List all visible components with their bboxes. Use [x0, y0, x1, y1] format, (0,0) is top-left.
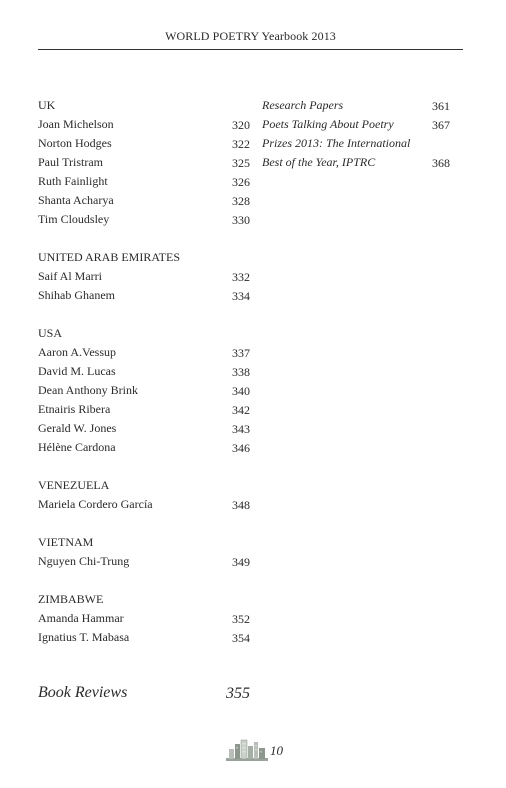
toc-entry-name: Aaron A.Vessup: [38, 345, 116, 359]
toc-entry-page: 340: [232, 384, 250, 398]
toc-entry-name: Etnairis Ribera: [38, 402, 111, 416]
toc-entry-name: Hélène Cardona: [38, 440, 116, 454]
toc-section: [38, 96, 250, 229]
toc-entry-name: Gerald W. Jones: [38, 421, 117, 435]
toc-section: [38, 248, 250, 305]
toc-entry-page: 367: [432, 118, 450, 132]
page-footer: [226, 738, 296, 762]
toc-entry-name: Poets Talking About Poetry: [262, 117, 394, 131]
toc-entry-page: 343: [232, 422, 250, 436]
section-heading: USA: [38, 326, 63, 340]
toc-entry: [38, 381, 250, 400]
toc-entry: [38, 438, 250, 457]
toc-entry: [38, 400, 250, 419]
toc-entry-page: 325: [232, 156, 250, 170]
toc-entry-page: 348: [232, 498, 250, 512]
toc-section: [38, 590, 250, 647]
toc-entry-name: Mariela Cordero García: [38, 497, 153, 511]
toc-entry: [38, 210, 250, 229]
toc-entry: [262, 153, 450, 172]
toc-entry-name: Joan Michelson: [38, 117, 114, 131]
page-number: 10: [270, 743, 283, 758]
toc-entry-page: 352: [232, 612, 250, 626]
toc-entry-page: 338: [232, 365, 250, 379]
section-heading: UNITED ARAB EMIRATES: [38, 250, 181, 264]
toc-entry-name: Research Papers: [262, 98, 344, 112]
toc-entry-page: 342: [232, 403, 250, 417]
toc-entry: [38, 495, 250, 514]
toc-entry: [38, 134, 250, 153]
toc-entry-name: Book Reviews: [38, 684, 128, 701]
toc-entry-name: David M. Lucas: [38, 364, 116, 378]
section-heading: ZIMBABWE: [38, 592, 104, 606]
toc-entry-name: Nguyen Chi-Trung: [38, 554, 130, 568]
header-title: WORLD POETRY Yearbook 2013: [165, 29, 336, 43]
toc-entry-name: Norton Hodges: [38, 136, 112, 150]
toc-entry: [38, 115, 250, 134]
toc-entry-name: Paul Tristram: [38, 155, 104, 169]
toc-entry-page: 320: [232, 118, 250, 132]
book-reviews-entry: [38, 683, 250, 702]
toc-entry: [38, 362, 250, 381]
toc-entry: [38, 343, 250, 362]
toc-entry-name: Prizes 2013: The International: [262, 136, 411, 150]
toc-entry-page: 334: [232, 289, 250, 303]
toc-entry-page: 322: [232, 137, 250, 151]
section-heading: VIETNAM: [38, 535, 94, 549]
toc-entry: [38, 172, 250, 191]
toc-entry: [38, 609, 250, 628]
toc-entry: [262, 115, 450, 134]
header-rule: [38, 49, 463, 50]
toc-entry: [38, 153, 250, 172]
toc-entry-name: Amanda Hammar: [38, 611, 124, 625]
toc-entry-name: Shihab Ghanem: [38, 288, 115, 302]
toc-entry: [262, 134, 450, 153]
toc-entry: [38, 267, 250, 286]
toc-left-column: [38, 96, 250, 666]
toc-entry-page: 349: [232, 555, 250, 569]
section-heading: VENEZUELA: [38, 478, 110, 492]
toc-entry: [262, 96, 450, 115]
toc-entry-page: 355: [226, 685, 250, 702]
toc-entry-name: Saif Al Marri: [38, 269, 102, 283]
toc-entry-page: 326: [232, 175, 250, 189]
toc-section: [38, 533, 250, 571]
toc-entry: [38, 552, 250, 571]
toc-entry: [38, 628, 250, 647]
toc-entry-page: 330: [232, 213, 250, 227]
toc-entry-page: 332: [232, 270, 250, 284]
toc-entry-page: 346: [232, 441, 250, 455]
toc-entry-name: Tim Cloudsley: [38, 212, 110, 226]
toc-entry-name: Ignatius T. Mabasa: [38, 630, 130, 644]
toc-entry: [38, 191, 250, 210]
toc-section: [38, 476, 250, 514]
toc-entry-page: 337: [232, 346, 250, 360]
city-skyline-icon: [226, 738, 268, 762]
toc-entry-page: 328: [232, 194, 250, 208]
toc-entry-name: Dean Anthony Brink: [38, 383, 138, 397]
toc-entry: [38, 419, 250, 438]
toc-entry-page: 368: [432, 156, 450, 170]
toc-right-column: [262, 96, 450, 172]
toc-entry: [38, 286, 250, 305]
toc-entry-name: Shanta Acharya: [38, 193, 114, 207]
toc-entry-name: Best of the Year, IPTRC: [262, 155, 376, 169]
section-heading: UK: [38, 98, 56, 112]
toc-entry-name: Ruth Fainlight: [38, 174, 108, 188]
toc-entry-page: 361: [432, 99, 450, 113]
toc-entry-page: 354: [232, 631, 250, 645]
toc-section: [38, 324, 250, 457]
